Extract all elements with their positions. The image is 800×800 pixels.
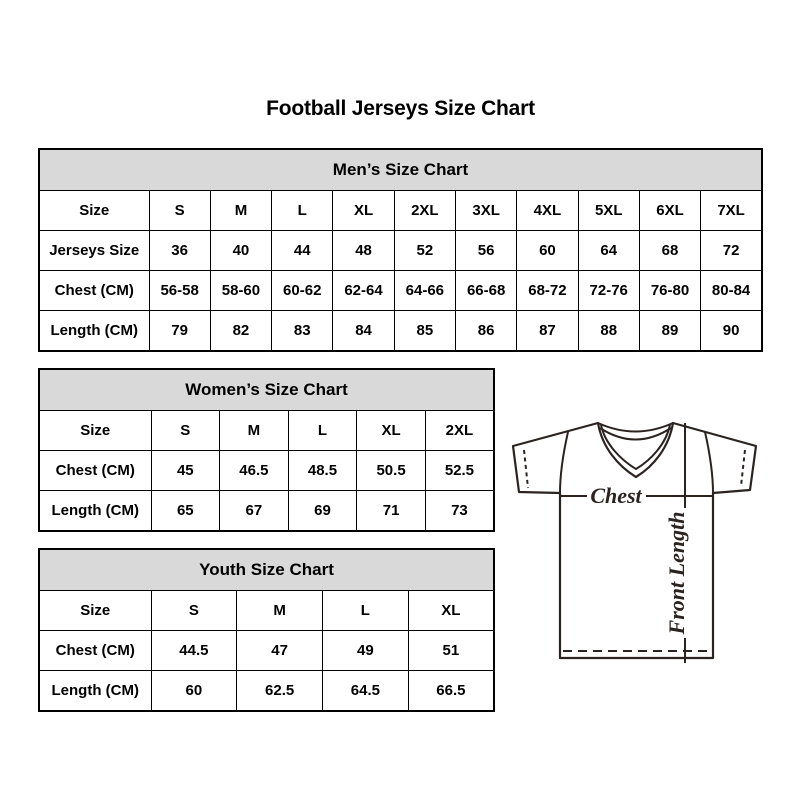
table-section-title: Women’s Size Chart bbox=[39, 369, 494, 411]
value-cell: 66.5 bbox=[408, 671, 494, 712]
value-cell: 69 bbox=[288, 491, 357, 532]
value-cell: 50.5 bbox=[357, 451, 426, 491]
row-label: Chest (CM) bbox=[39, 631, 151, 671]
size-header-cell: M bbox=[210, 191, 271, 231]
value-cell: 90 bbox=[701, 311, 762, 352]
mens-size-table bbox=[38, 148, 763, 352]
size-header-cell: L bbox=[288, 411, 357, 451]
value-cell: 48 bbox=[333, 231, 394, 271]
value-cell: 52 bbox=[394, 231, 455, 271]
value-cell: 88 bbox=[578, 311, 639, 352]
value-cell: 79 bbox=[149, 311, 210, 352]
value-cell: 68-72 bbox=[517, 271, 578, 311]
size-header-cell: XL bbox=[333, 191, 394, 231]
value-cell: 62-64 bbox=[333, 271, 394, 311]
table-row bbox=[39, 671, 494, 712]
size-header-cell: S bbox=[151, 591, 237, 631]
size-header-cell: 2XL bbox=[425, 411, 494, 451]
value-cell: 66-68 bbox=[455, 271, 516, 311]
size-header-cell: M bbox=[237, 591, 323, 631]
value-cell: 80-84 bbox=[701, 271, 762, 311]
value-cell: 45 bbox=[151, 451, 220, 491]
row-label: Chest (CM) bbox=[39, 451, 151, 491]
table-section-title: Men’s Size Chart bbox=[39, 149, 762, 191]
jersey-outline-icon bbox=[500, 402, 772, 674]
value-cell: 44 bbox=[272, 231, 333, 271]
value-cell: 52.5 bbox=[425, 451, 494, 491]
size-header-cell: 2XL bbox=[394, 191, 455, 231]
size-header-cell: S bbox=[151, 411, 220, 451]
value-cell: 85 bbox=[394, 311, 455, 352]
value-cell: 47 bbox=[237, 631, 323, 671]
collar-back-curve bbox=[598, 423, 673, 432]
size-column-label: Size bbox=[39, 411, 151, 451]
size-header-cell: 7XL bbox=[701, 191, 762, 231]
value-cell: 72-76 bbox=[578, 271, 639, 311]
size-header-cell: 5XL bbox=[578, 191, 639, 231]
size-header-cell: 3XL bbox=[455, 191, 516, 231]
value-cell: 76-80 bbox=[639, 271, 700, 311]
table-row bbox=[39, 311, 762, 352]
row-label: Length (CM) bbox=[39, 311, 149, 352]
chest-label: Chest bbox=[590, 483, 642, 508]
size-header-cell: L bbox=[272, 191, 333, 231]
value-cell: 36 bbox=[149, 231, 210, 271]
table-row bbox=[39, 271, 762, 311]
table-row bbox=[39, 451, 494, 491]
value-cell: 68 bbox=[639, 231, 700, 271]
value-cell: 89 bbox=[639, 311, 700, 352]
value-cell: 44.5 bbox=[151, 631, 237, 671]
value-cell: 87 bbox=[517, 311, 578, 352]
row-label: Length (CM) bbox=[39, 671, 151, 712]
size-header-cell: XL bbox=[408, 591, 494, 631]
value-cell: 65 bbox=[151, 491, 220, 532]
value-cell: 72 bbox=[701, 231, 762, 271]
value-cell: 56 bbox=[455, 231, 516, 271]
front-length-label: Front Length bbox=[664, 511, 689, 635]
value-cell: 83 bbox=[272, 311, 333, 352]
value-cell: 62.5 bbox=[237, 671, 323, 712]
row-label: Jerseys Size bbox=[39, 231, 149, 271]
value-cell: 46.5 bbox=[220, 451, 289, 491]
size-column-label: Size bbox=[39, 591, 151, 631]
jersey-body-outline bbox=[513, 423, 756, 658]
youth-size-table bbox=[38, 548, 495, 712]
collar-inner-curve bbox=[600, 428, 671, 440]
size-column-label: Size bbox=[39, 191, 149, 231]
page-title: Football Jerseys Size Chart bbox=[266, 97, 535, 120]
value-cell: 58-60 bbox=[210, 271, 271, 311]
table-row bbox=[39, 231, 762, 271]
value-cell: 56-58 bbox=[149, 271, 210, 311]
value-cell: 60 bbox=[151, 671, 237, 712]
size-header-cell: M bbox=[220, 411, 289, 451]
value-cell: 73 bbox=[425, 491, 494, 532]
size-header-cell: XL bbox=[357, 411, 426, 451]
value-cell: 64-66 bbox=[394, 271, 455, 311]
value-cell: 86 bbox=[455, 311, 516, 352]
value-cell: 51 bbox=[408, 631, 494, 671]
table-row bbox=[39, 491, 494, 532]
value-cell: 82 bbox=[210, 311, 271, 352]
table-row bbox=[39, 631, 494, 671]
size-header-cell: L bbox=[323, 591, 409, 631]
value-cell: 60 bbox=[517, 231, 578, 271]
value-cell: 71 bbox=[357, 491, 426, 532]
table-section-title: Youth Size Chart bbox=[39, 549, 494, 591]
size-header-cell: S bbox=[149, 191, 210, 231]
value-cell: 49 bbox=[323, 631, 409, 671]
value-cell: 40 bbox=[210, 231, 271, 271]
size-header-cell: 6XL bbox=[639, 191, 700, 231]
row-label: Chest (CM) bbox=[39, 271, 149, 311]
value-cell: 64 bbox=[578, 231, 639, 271]
value-cell: 60-62 bbox=[272, 271, 333, 311]
value-cell: 84 bbox=[333, 311, 394, 352]
jersey-measurement-diagram bbox=[500, 402, 772, 674]
womens-size-table bbox=[38, 368, 495, 532]
size-header-cell: 4XL bbox=[517, 191, 578, 231]
value-cell: 64.5 bbox=[323, 671, 409, 712]
row-label: Length (CM) bbox=[39, 491, 151, 532]
value-cell: 48.5 bbox=[288, 451, 357, 491]
value-cell: 67 bbox=[220, 491, 289, 532]
